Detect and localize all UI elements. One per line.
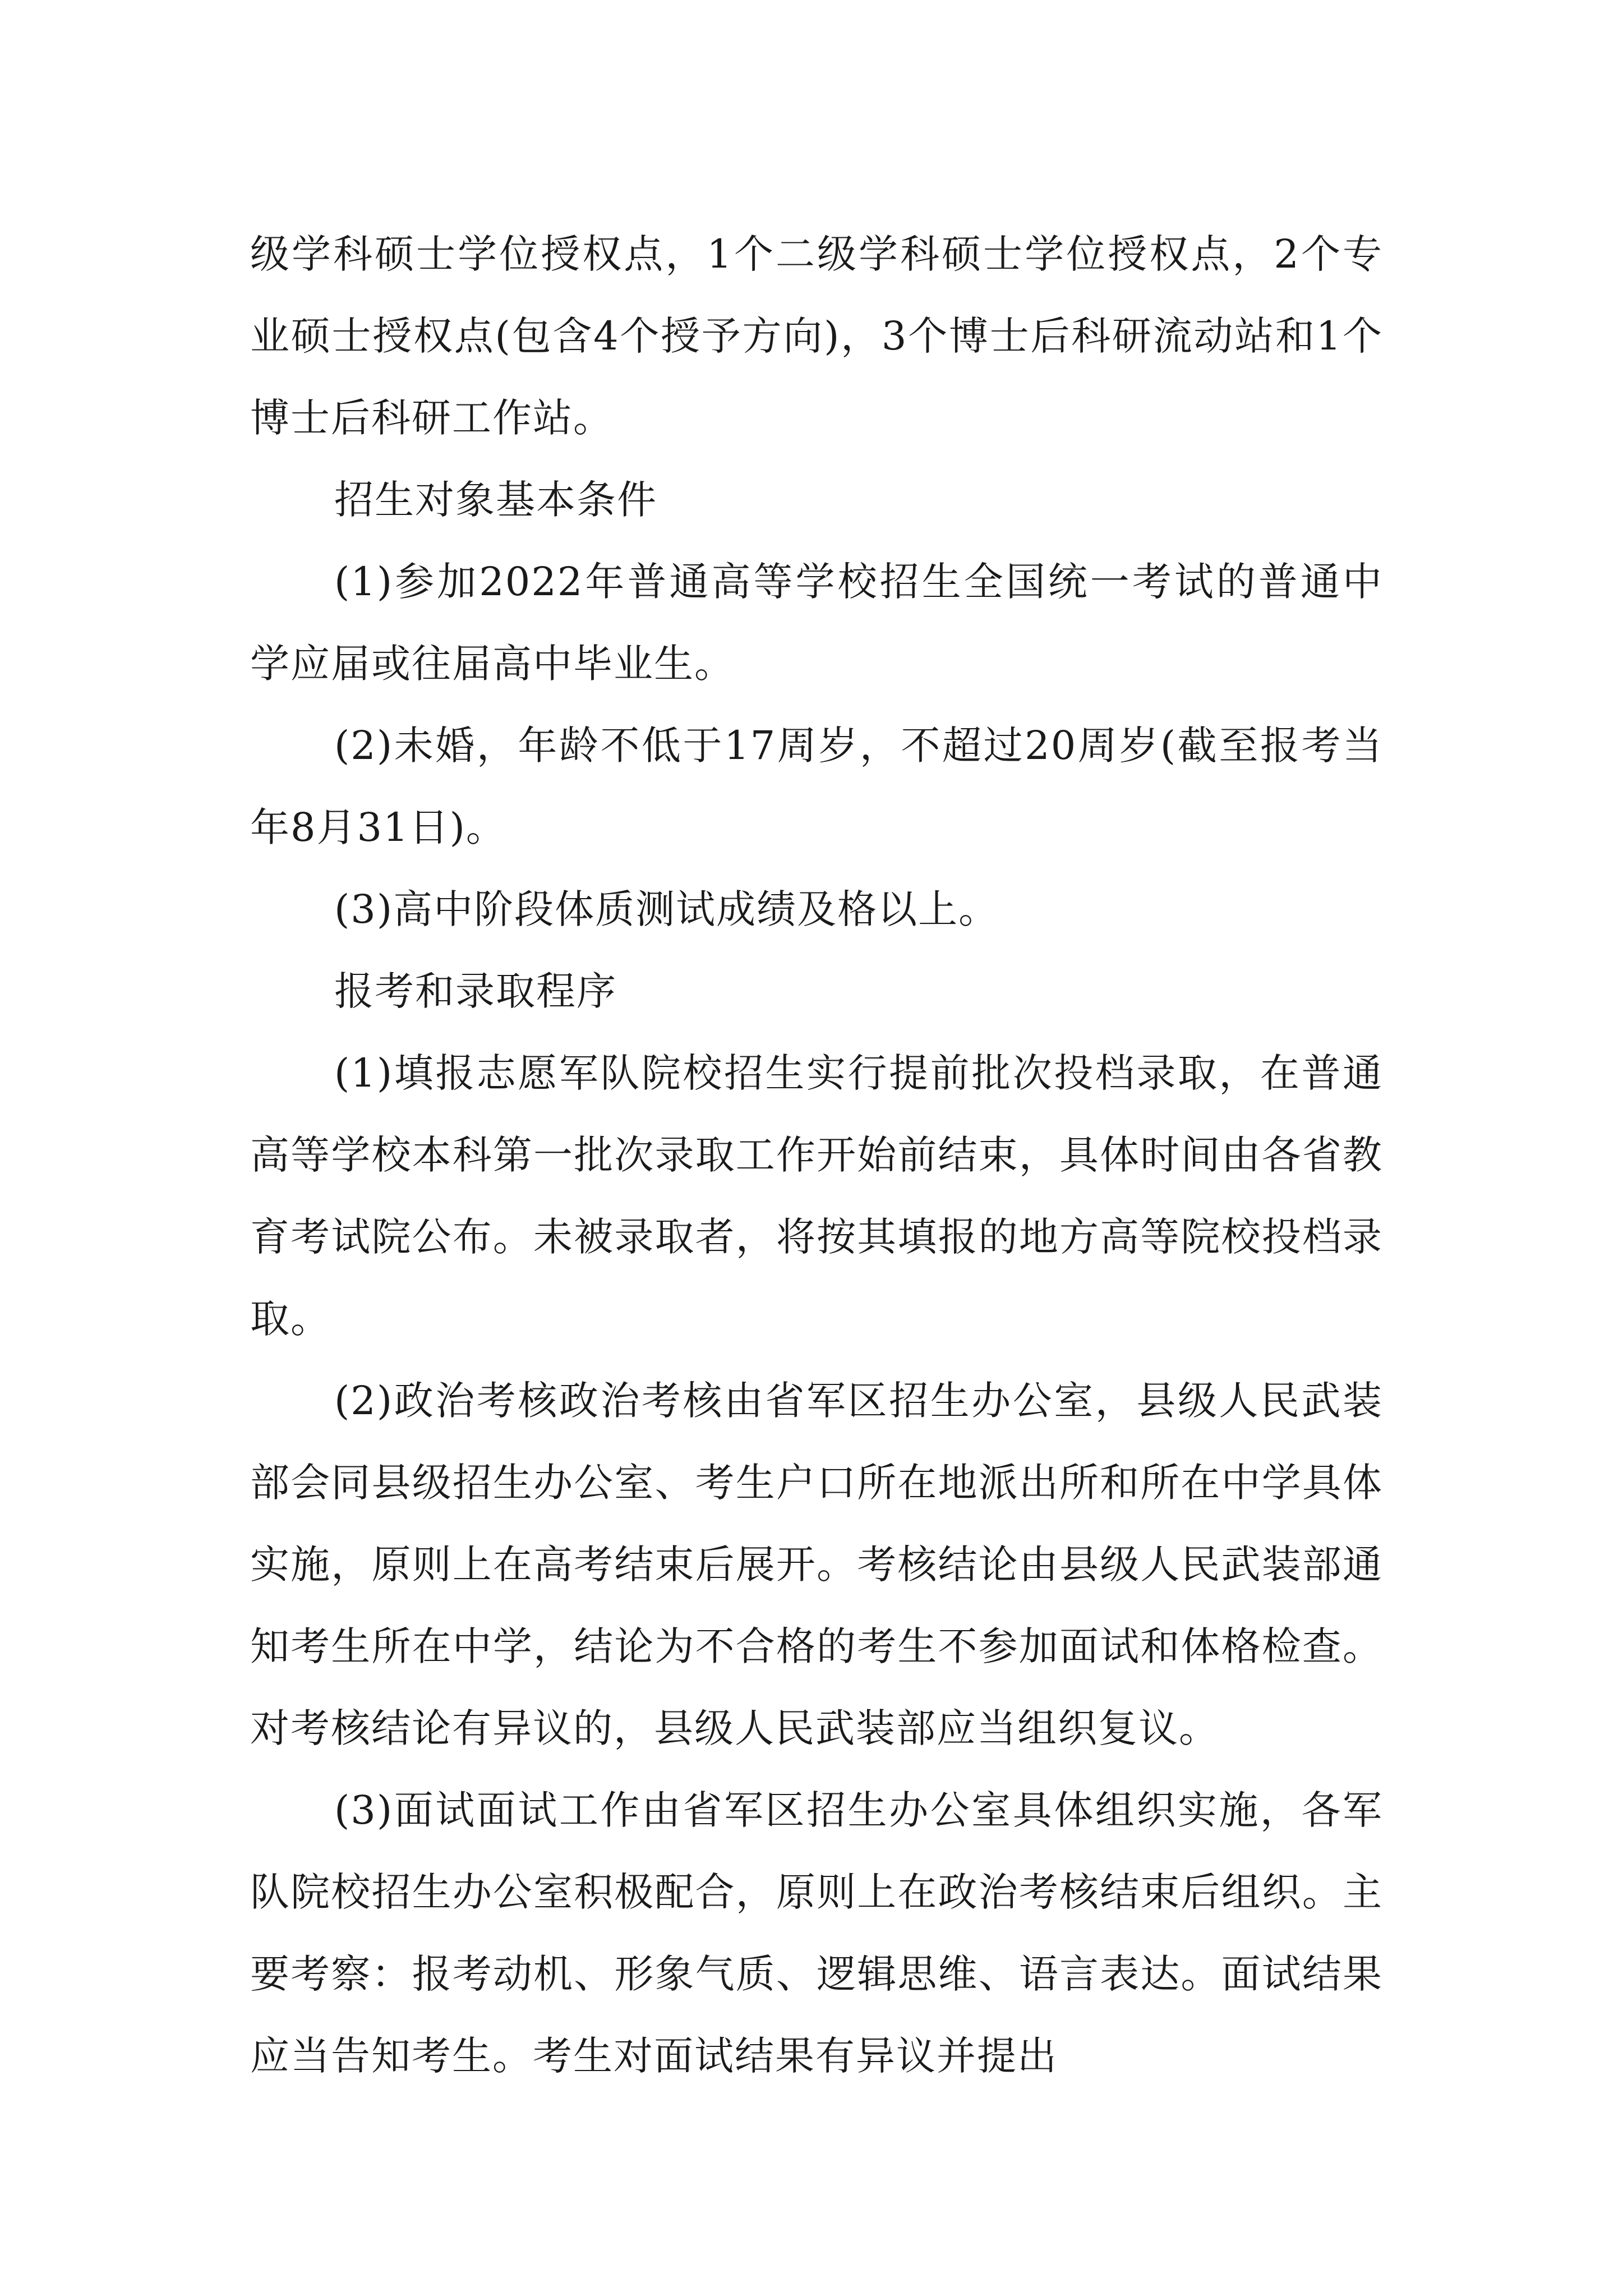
paragraph-1: 级学科硕士学位授权点，1个二级学科硕士学位授权点，2个专业硕士授权点(包含4个授予方向)，3个博士后科研流动站和1个博士后科研工作站。: [250, 231, 1383, 441]
section-heading-application-procedure: 报考和录取程序: [334, 968, 617, 1014]
paragraph-requirement-3: (3)高中阶段体质测试成绩及格以上。: [334, 886, 999, 932]
paragraph-procedure-3: (3)面试面试工作由省军区招生办公室具体组织实施，各军队院校招生办公室积极配合，原则上在政治考核结束后组织。主要考察：报考动机、形象气质、逻辑思维、语言表达。面试结果应当告知考生。考生对面试结果有异议并提出: [250, 1787, 1383, 2079]
paragraph-requirement-1: (1)参加2022年普通高等学校招生全国统一考试的普通中学应届或往届高中毕业生。: [250, 559, 1383, 687]
paragraph-procedure-2: (2)政治考核政治考核由省军区招生办公室，县级人民武装部会同县级招生办公室、考生户口所在地派出所和所在中学具体实施，原则上在高考结束后展开。考核结论由县级人民武装部通知考生所在中学，结论为不合格的考生不参加面试和体格检查。对考核结论有异议的，县级人民武装部应当组织复议。: [250, 1378, 1383, 1751]
section-heading-admission-requirements: 招生对象基本条件: [334, 477, 657, 523]
paragraph-procedure-1: (1)填报志愿军队院校招生实行提前批次投档录取，在普通高等学校本科第一批次录取工作开始前结束，具体时间由各省教育考试院公布。未被录取者，将按其填报的地方高等院校投档录取。: [250, 1050, 1383, 1342]
paragraph-requirement-2: (2)未婚，年龄不低于17周岁，不超过20周岁(截至报考当年8月31日)。: [250, 723, 1383, 850]
document-body: [250, 213, 1383, 2097]
